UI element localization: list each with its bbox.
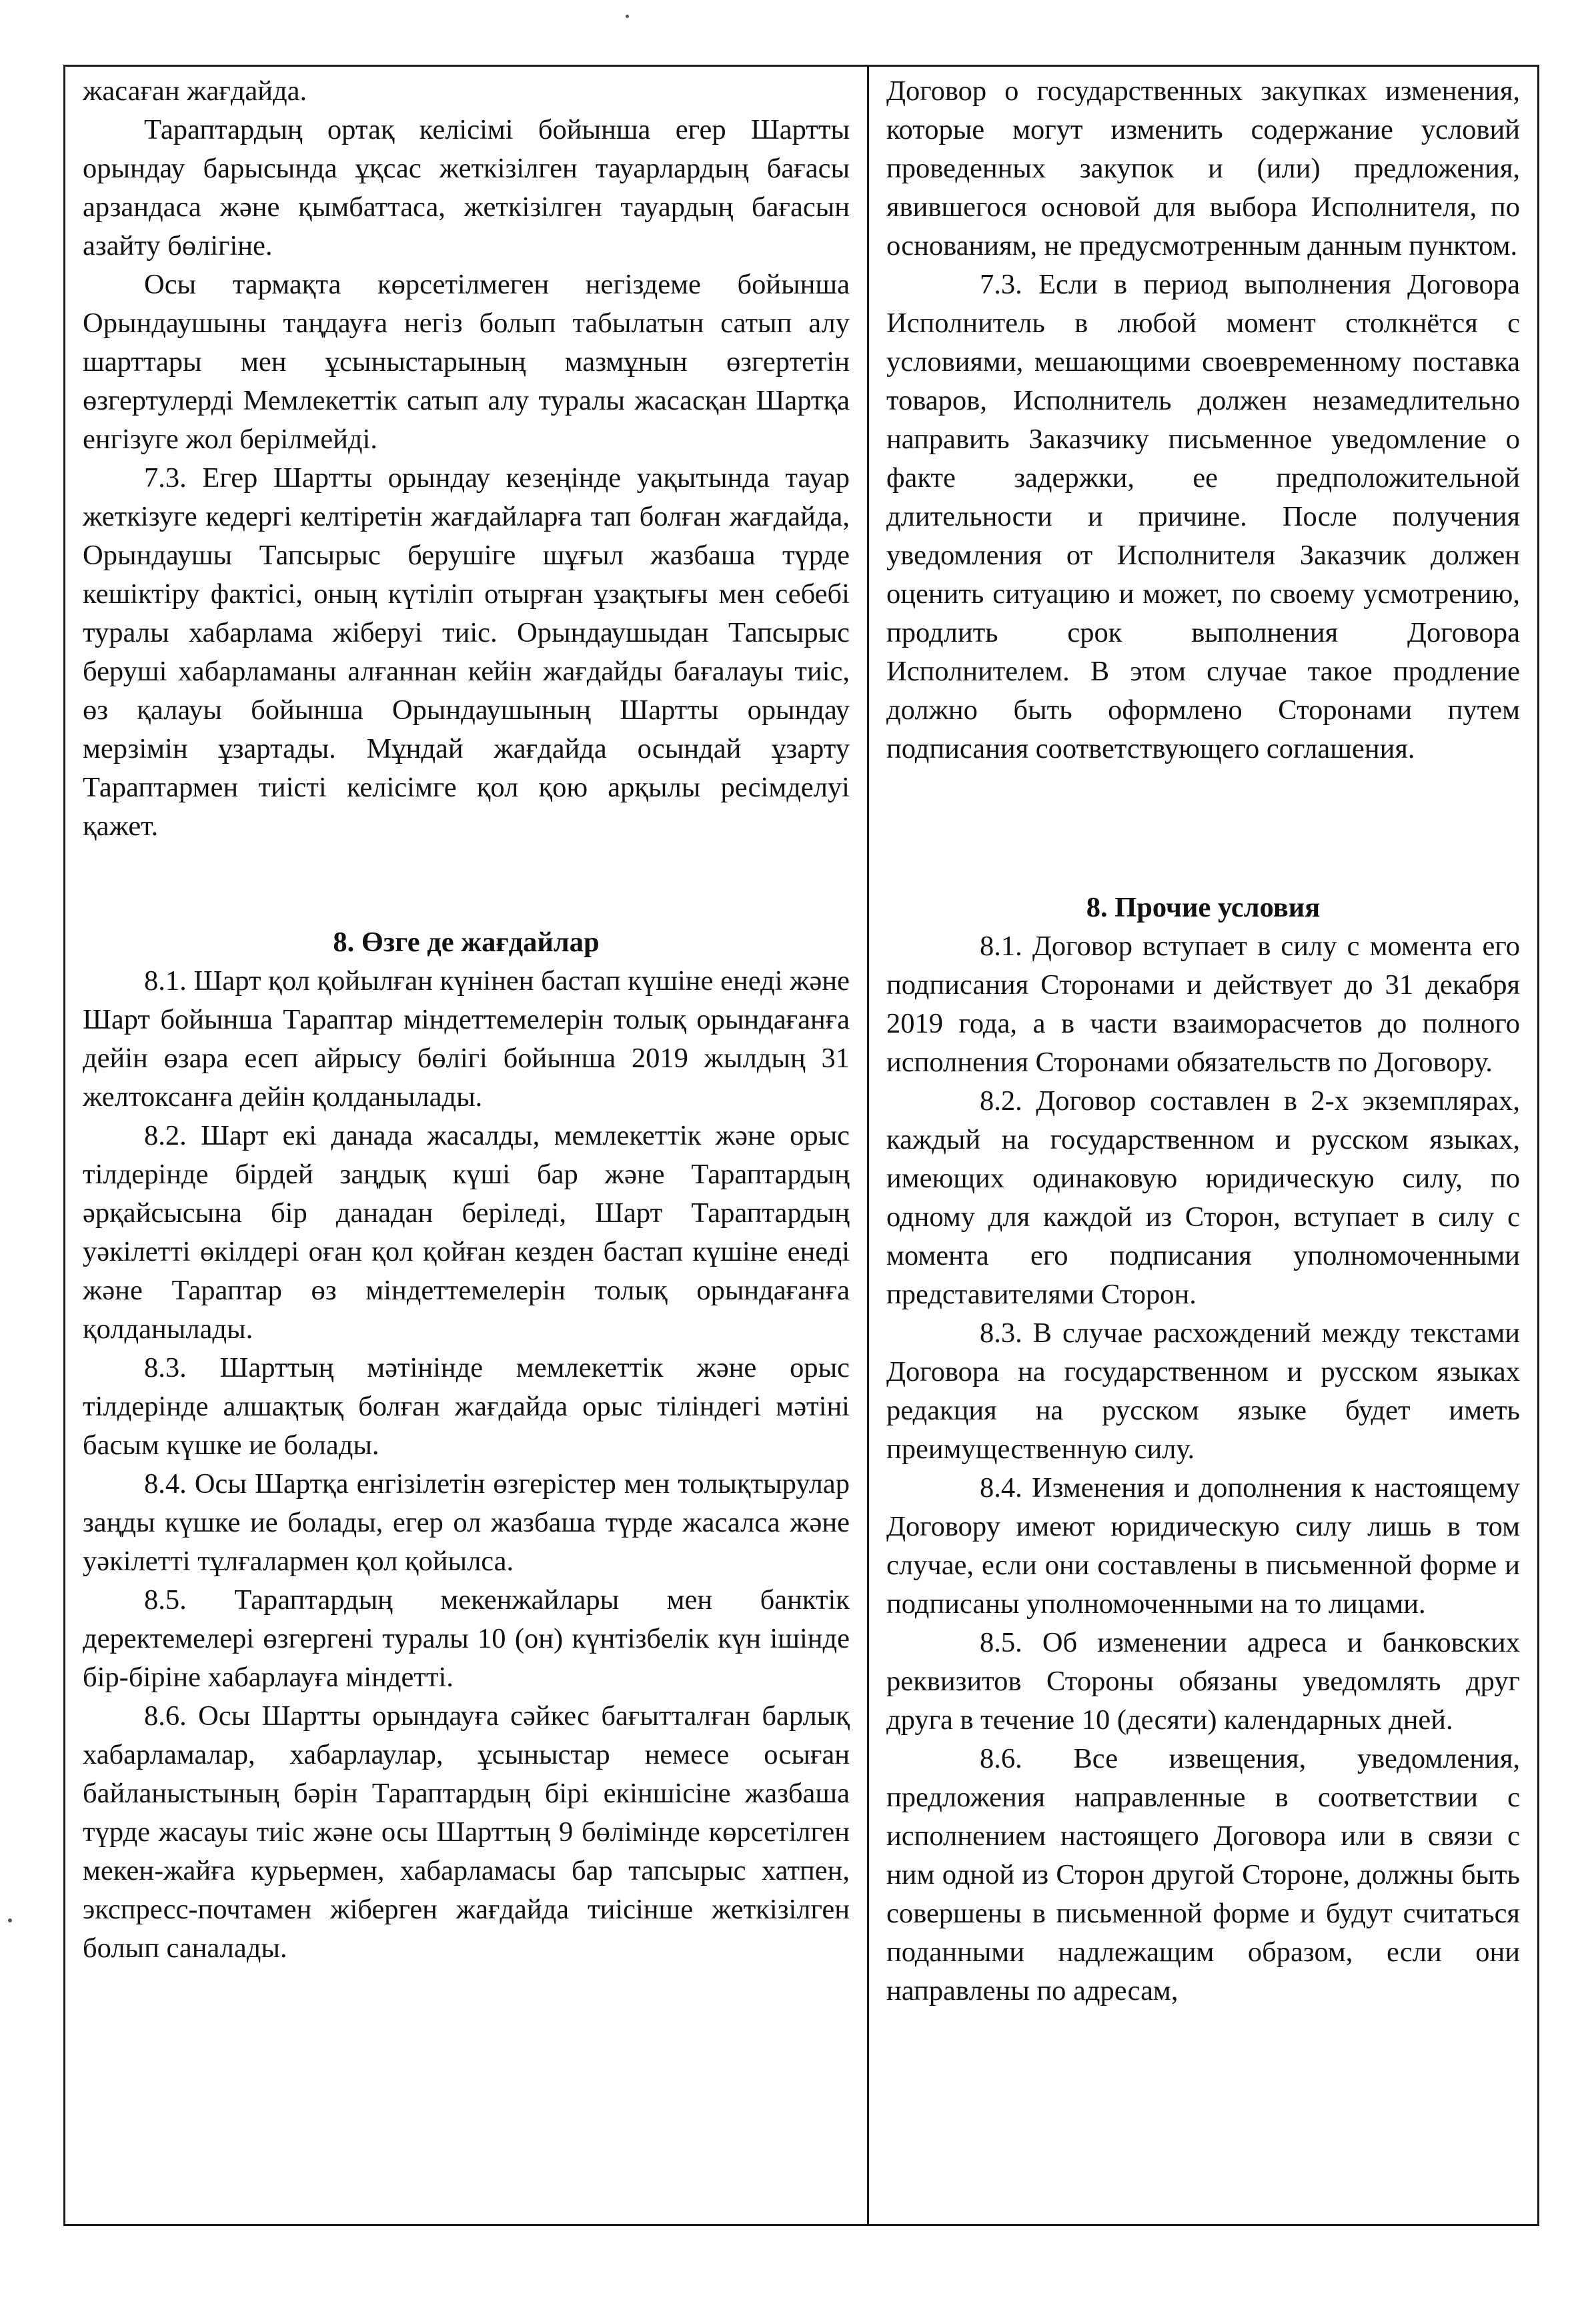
kz-paragraph-price: Тараптардың ортақ келісімі бойынша егер Шартты орындау барысында ұқсас жеткізілген тауарлардың бағасы арзандаса және қымбаттаса, жеткізілген тауардың бағасын азайту бөлігіне. xyxy=(83,114,850,261)
kz-clause-7-3: 7.3. Егер Шартты орындау кезеңінде уақытында тауар жеткізуге кедергі келтіретін жағдайларға тап болған жағдайда, Орындаушы Тапсырыс берушіге шұғыл жазбаша түрде кешіктіру фактісі, оның күтіліп отырған ұзақтығы мен себебі туралы хабарлама жіберуі тиіс. Орындаушыдан Тапсырыс беруші хабарламаны алғаннан кейін жағдайды бағалауы тиіс, өз қалауы бойынша Орындаушының Шартты орындау мерзімін ұзартады. Мұндай жағдайда осындай ұзарту Тараптармен тиісті келісімге қол қою арқылы ресімделуі қажет. xyxy=(83,462,850,842)
kz-paragraph-changes: Осы тармақта көрсетілмеген негіздеме бойынша Орындаушыны таңдауға негіз болып табылатын сатып алу шарттары мен ұсыныстарының мазмұнын өзгертетін өзгертулерді Мемлекеттік сатып алу туралы жасасқан Шартқа енгізуге жол берілмейді. xyxy=(83,269,850,455)
kazakh-column xyxy=(65,66,868,2225)
kz-clause-8-4: 8.4. Осы Шартқа енгізілетін өзгерістер мен толықтырулар заңды күшке ие болады, егер ол жазбаша түрде жасалса және уәкілетті тұлғалармен қол қойылса. xyxy=(83,1468,850,1577)
ru-clause-end: Договор о государственных закупках изменения, которые могут изменить содержание условий проведенных закупок и (или) предложения, явившегося основой для выбора Исполнителя, по основаниям, не предусмотренным данным пунктом. xyxy=(886,75,1520,261)
ru-clause-8-3: 8.3. В случае расхождений между текстами Договора на государственном и русском языках редакция на русском языке будет иметь преимущественную силу. xyxy=(886,1317,1520,1465)
kz-clause-8-1: 8.1. Шарт қол қойылған күнінен бастап күшіне енеді және Шарт бойынша Тараптар міндеттемелерін толық орындағанға дейін өзара есеп айрысу бөлігі бойынша 2019 жылдың 31 желтоксанға дейін қолданылады. xyxy=(83,965,850,1113)
ru-clause-8-2: 8.2. Договор составлен в 2-х экземплярах, каждый на государственном и русском языках, имеющих одинаковую юридическую силу, по одному для каждой из Сторон, вступает в силу с момента его подписания уполномоченными представителями Сторон. xyxy=(886,1085,1520,1310)
kz-clause-8-2: 8.2. Шарт екі данада жасалды, мемлекеттік және орыс тілдерінде бірдей заңдық күші бар және Тараптардың әрқайсысына бір данадан беріледі, Шарт Тараптардың уәкілетті өкілдері оған қол қойған кезден бастап күшіне енеді және Тараптар өз міндеттемелерін толық орындағанға қолданылады. xyxy=(83,1120,850,1345)
ru-section-8-heading: 8. Прочие условия xyxy=(1086,892,1321,923)
scan-speck xyxy=(8,1918,12,1922)
kz-clause-8-3: 8.3. Шарттың мәтінінде мемлекеттік және орыс тілдерінде алшақтық болған жағдайда орыс тіліндегі мәтіні басым күшке ие болады. xyxy=(83,1352,850,1461)
scan-speck xyxy=(626,15,629,18)
ru-clause-8-1: 8.1. Договор вступает в силу с момента его подписания Сторонами и действует до 31 декабря 2019 года, а в части взаиморасчетов до полного исполнения Сторонами обязательств по Договору. xyxy=(886,931,1520,1078)
kz-clause-8-5: 8.5. Тараптардың мекенжайлары мен банктік деректемелері өзгергені туралы 10 (он) күнтізбелік күн ішінде бір-біріне хабарлауға міндетті. xyxy=(83,1584,850,1693)
ru-clause-8-4: 8.4. Изменения и дополнения к настоящему Договору имеют юридическую силу лишь в том случае, если они составлены в письменной форме и подписаны уполномоченными на то лицами. xyxy=(886,1472,1520,1620)
kz-section-8-heading: 8. Өзге де жағдайлар xyxy=(333,927,600,958)
ru-clause-7-3: 7.3. Если в период выполнения Договора Исполнитель в любой момент столкнётся с условиями, мешающими своевременному поставка товаров, Исполнитель должен незамедлительно направить Заказчику письменное уведомление о факте задержки, ее предположительной длительности и причине. После получения уведомления от Исполнителя Заказчик должен оценить ситуацию и может, по своему усмотрению, продлить срок выполнения Договора Исполнителем. В этом случае такое продление должно быть оформлено Сторонами путем подписания соответствующего соглашения. xyxy=(886,269,1520,764)
kz-clause-end: жасаған жағдайда. xyxy=(83,75,307,107)
russian-column xyxy=(868,66,1539,2225)
bilingual-contract-table xyxy=(63,65,1539,2226)
kz-clause-8-6: 8.6. Осы Шартты орындауға сәйкес бағытталған барлық хабарламалар, хабарлаулар, ұсыныстар немесе осыған байланыстының бәрін Тараптардың бірі екіншісіне жазбаша түрде жасауы тиіс және осы Шарттың 9 бөлімінде көрсетілген мекен-жайға курьермен, хабарламасы бар тапсырыс хатпен, экспресс-почтамен жіберген жағдайда тиісінше жеткізілген болып саналады. xyxy=(83,1700,850,1964)
ru-clause-8-6: 8.6. Все извещения, уведомления, предложения направленные в соответствии с исполнением настоящего Договора или в связи с ним одной из Сторон другой Стороне, должны быть совершены в письменной форме и будут считаться поданными надлежащим образом, если они направлены по адресам, xyxy=(886,1743,1520,2006)
ru-clause-8-5: 8.5. Об изменении адреса и банковских реквизитов Стороны обязаны уведомлять друг друга в течение 10 (десяти) календарных дней. xyxy=(886,1627,1520,1736)
